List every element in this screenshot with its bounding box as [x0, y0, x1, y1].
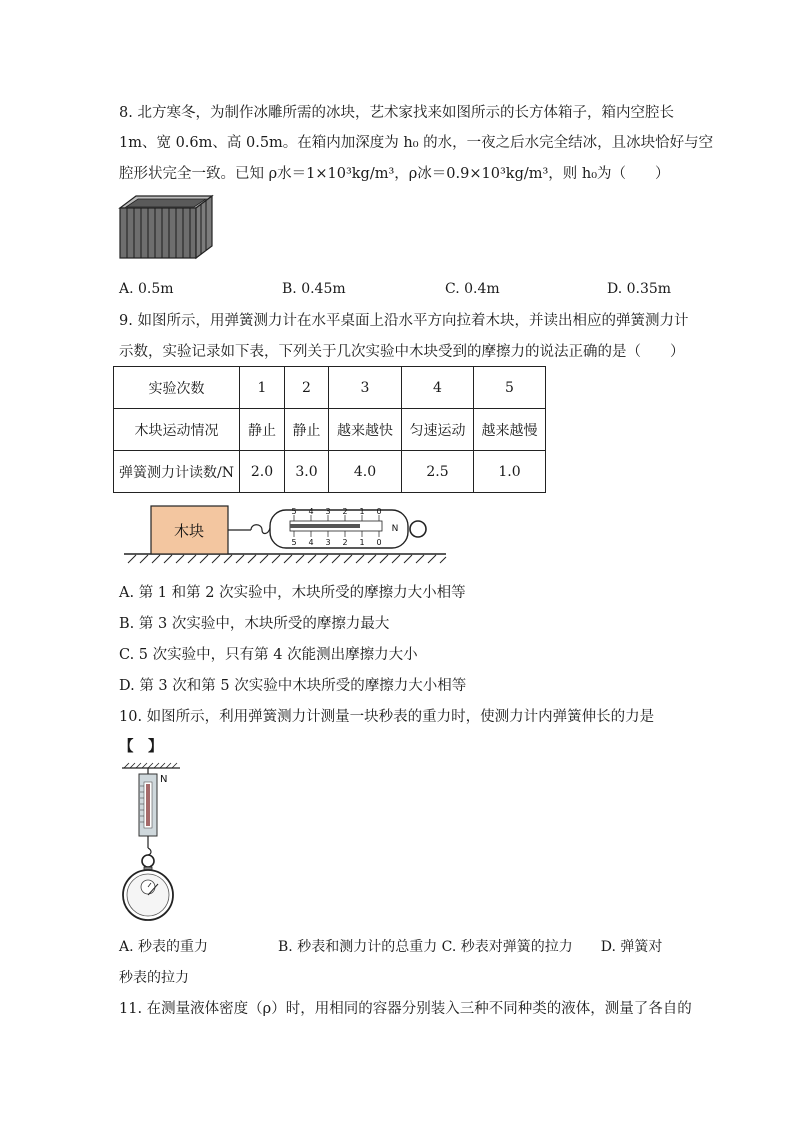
q10-options-line2[interactable]: 秒表的拉力 [119, 970, 189, 986]
q8-text-line2: 1m、宽 0.6m、高 0.5m。在箱内加深度为 h₀ 的水，一夜之后水完全结冰，且冰块恰好与空 [119, 135, 714, 151]
q9-text-line2: 示数，实验记录如下表，下列关于几次实验中木块受到的摩擦力的说法正确的是（ ） [119, 344, 685, 360]
q8-text-line1: 8. 北方寒冬，为制作冰雕所需的冰块，艺术家找来如图所示的长方体箱子，箱内空腔长 [119, 105, 674, 121]
table-cell: 3 [329, 367, 402, 409]
table-cell: 越来越慢 [474, 409, 546, 451]
q9-option-d[interactable]: D. 第 3 次和第 5 次实验中木块所受的摩擦力大小相等 [119, 678, 467, 694]
table-cell: 5 [474, 367, 546, 409]
q9-option-c[interactable]: C. 5 次实验中，只有第 4 次能测出摩擦力大小 [119, 647, 418, 663]
scale-label: 5 [291, 538, 297, 547]
table-cell: 2.0 [240, 451, 285, 493]
scale-label: 5 [291, 507, 297, 516]
q8-option-d[interactable]: D. 0.35m [607, 281, 672, 297]
table-row [114, 367, 546, 409]
q9-option-b[interactable]: B. 第 3 次实验中，木块所受的摩擦力最大 [119, 616, 390, 632]
table-cell: 静止 [285, 409, 329, 451]
table-cell: 2.5 [402, 451, 474, 493]
scale-label: 1 [359, 507, 365, 516]
table-cell: 匀速运动 [402, 409, 474, 451]
q8-option-a[interactable]: A. 0.5m [119, 281, 174, 297]
table-cell: 4.0 [329, 451, 402, 493]
q10-text-line1: 10. 如图所示，利用弹簧测力计测量一块秒表的重力时，使测力计内弹簧伸长的力是 [119, 709, 655, 725]
q9-data-table [113, 366, 546, 493]
scale-label: 0 [376, 538, 382, 547]
table-row [114, 451, 546, 493]
table-cell: 木块运动情况 [114, 409, 240, 451]
q9-text-line1: 9. 如图所示，用弹簧测力计在水平桌面上沿水平方向拉着木块，并读出相应的弹簧测力计 [119, 313, 689, 329]
q9-friction-figure [118, 500, 448, 564]
table-cell: 1 [240, 367, 285, 409]
table-cell: 实验次数 [114, 367, 240, 409]
q10-stopwatch-figure [118, 762, 188, 927]
scale-label: 0 [376, 507, 382, 516]
scale-unit-label: N [160, 774, 168, 785]
table-row [114, 409, 546, 451]
scale-label: 4 [308, 538, 314, 547]
q10-options-line1[interactable]: A. 秒表的重力 B. 秒表和测力计的总重力 C. 秒表对弹簧的拉力 D. 弹簧对 [119, 939, 663, 955]
q10-answer-bracket: 【 】 [119, 738, 163, 755]
q8-option-b[interactable]: B. 0.45m [282, 281, 346, 297]
q11-text-line1: 11. 在测量液体密度（ρ）时，用相同的容器分别装入三种不同种类的液体，测量了各自的 [119, 1001, 692, 1017]
table-cell: 4 [402, 367, 474, 409]
scale-label: 2 [342, 507, 348, 516]
table-cell: 静止 [240, 409, 285, 451]
q8-option-c[interactable]: C. 0.4m [445, 281, 500, 297]
table-cell: 弹簧测力计读数/N [114, 451, 240, 493]
scale-label: 1 [359, 538, 365, 547]
scale-label: 4 [308, 507, 314, 516]
scale-unit-label: N [391, 524, 399, 534]
scale-label: 3 [325, 507, 331, 516]
table-cell: 3.0 [285, 451, 329, 493]
q8-text-line3: 腔形状完全一致。已知 ρ水＝1×10³kg/m³，ρ冰＝0.9×10³kg/m³，则 h₀为（ ） [119, 166, 670, 182]
q9-option-a[interactable]: A. 第 1 和第 2 次实验中，木块所受的摩擦力大小相等 [119, 585, 466, 601]
scale-label: 3 [325, 538, 331, 547]
scale-label: 2 [342, 538, 348, 547]
table-cell: 1.0 [474, 451, 546, 493]
q8-box-figure [118, 194, 214, 262]
table-cell: 越来越快 [329, 409, 402, 451]
wood-block-label: 木块 [173, 522, 205, 540]
table-cell: 2 [285, 367, 329, 409]
